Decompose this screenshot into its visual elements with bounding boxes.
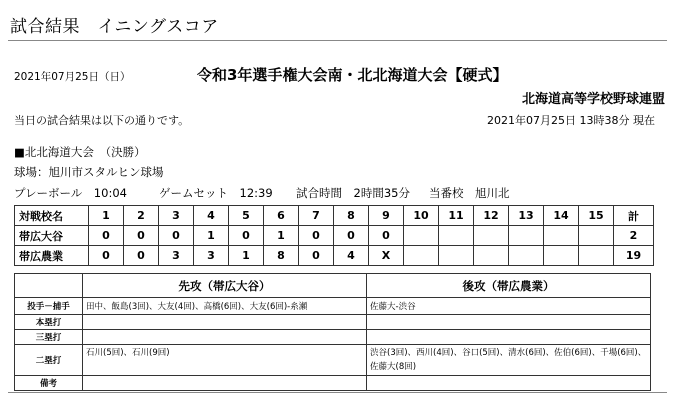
inning-score: 0 (159, 226, 194, 246)
game-set-time: ゲームセット 12:39 (159, 186, 273, 200)
inning-score (439, 246, 474, 266)
header-cell: 6 (264, 206, 299, 226)
header-cell: 5 (229, 206, 264, 226)
header-cell: 9 (369, 206, 404, 226)
inning-score: 1 (194, 226, 229, 246)
inning-score: 3 (159, 246, 194, 266)
play-ball-time: プレーボール 10:04 (14, 186, 127, 200)
second-team-cell (367, 330, 651, 345)
second-team-cell: 渋谷(3回)、西川(4回)、谷口(5回)、清水(6回)、佐伯(6回)、千場(6回)、佐藤大(8回) (367, 345, 651, 376)
header-cell: 4 (194, 206, 229, 226)
first-team-cell (83, 315, 367, 330)
inning-score (509, 226, 544, 246)
page-title: 試合結果 イニングスコア (10, 17, 219, 37)
tournament-title: 令和3年選手権大会南・北北海道大会【硬式】 (197, 66, 508, 84)
host-school: 当番校 旭川北 (429, 186, 510, 200)
inning-score (544, 246, 579, 266)
total-score: 19 (614, 246, 654, 266)
footer-divider (8, 392, 667, 393)
team-name: 帯広農業 (15, 246, 89, 266)
header-cell: 15 (579, 206, 614, 226)
header-cell: 13 (509, 206, 544, 226)
game-details-table (14, 273, 651, 391)
row-label: 備考 (15, 376, 83, 391)
first-team-cell (83, 376, 367, 391)
organizer: 北海道高等学校野球連盟 (521, 92, 665, 107)
header-cell: 12 (474, 206, 509, 226)
second-team-cell: 佐藤大-渋谷 (367, 298, 651, 315)
header-cell: 10 (404, 206, 439, 226)
row-label: 三塁打 (15, 330, 83, 345)
inning-score: 1 (264, 226, 299, 246)
row-label: 本塁打 (15, 315, 83, 330)
team-name: 帯広大谷 (15, 226, 89, 246)
tournament-round: ■北北海道大会 （決勝） (14, 145, 146, 159)
stadium: 球場：旭川市スタルヒン球場 (14, 165, 164, 179)
inning-score: 0 (334, 226, 369, 246)
row-label: 二塁打 (15, 345, 83, 376)
inning-score (544, 226, 579, 246)
header-cell: 3 (159, 206, 194, 226)
total-score: 2 (614, 226, 654, 246)
first-team-cell: 石川(5回)、石川(9回) (83, 345, 367, 376)
inning-score (579, 226, 614, 246)
inning-score: 0 (124, 226, 159, 246)
inning-score: 0 (89, 226, 124, 246)
updated-timestamp: 2021年07月25日 13時38分 現在 (487, 114, 655, 127)
title-divider (8, 40, 667, 41)
remarks-row (15, 376, 651, 391)
game-info (14, 185, 510, 201)
scoreboard-header-row (15, 206, 654, 226)
second-team-cell (367, 315, 651, 330)
inning-score: 0 (369, 226, 404, 246)
first-team-cell (83, 330, 367, 345)
inning-score: 0 (229, 226, 264, 246)
home-run-row (15, 315, 651, 330)
inning-score (474, 246, 509, 266)
inning-score (509, 246, 544, 266)
header-cell: 1 (89, 206, 124, 226)
inning-score: 8 (264, 246, 299, 266)
header-cell: 対戦校名 (15, 206, 89, 226)
triple-row (15, 330, 651, 345)
inning-score: 0 (124, 246, 159, 266)
second-team-header: 後攻（帯広農業） (367, 274, 651, 298)
inning-score (404, 246, 439, 266)
header-cell: 11 (439, 206, 474, 226)
inning-scoreboard (14, 205, 654, 266)
inning-score: 1 (229, 246, 264, 266)
inning-score (474, 226, 509, 246)
header-cell: 8 (334, 206, 369, 226)
header-cell: 2 (124, 206, 159, 226)
first-team-header: 先攻（帯広大谷） (83, 274, 367, 298)
inning-score (579, 246, 614, 266)
team-row-second (15, 246, 654, 266)
header-cell: 計 (614, 206, 654, 226)
battery-row (15, 298, 651, 315)
inning-score: 0 (89, 246, 124, 266)
inning-score: 4 (334, 246, 369, 266)
header-cell: 14 (544, 206, 579, 226)
game-duration: 試合時間 2時間35分 (296, 186, 410, 200)
intro-text: 当日の試合結果は以下の通りです。 (14, 114, 190, 127)
team-row-first (15, 226, 654, 246)
second-team-cell (367, 376, 651, 391)
inning-score: 3 (194, 246, 229, 266)
game-date: 2021年07月25日（日） (14, 71, 131, 83)
details-header-row (15, 274, 651, 298)
inning-score (404, 226, 439, 246)
double-row (15, 345, 651, 376)
inning-score: 0 (299, 246, 334, 266)
details-corner (15, 274, 83, 298)
inning-score: X (369, 246, 404, 266)
header-cell: 7 (299, 206, 334, 226)
row-label: 投手－捕手 (15, 298, 83, 315)
inning-score (439, 226, 474, 246)
first-team-cell: 田中、飯島(3回)、大友(4回)、高橋(6回)、大友(6回)-糸瀬 (83, 298, 367, 315)
inning-score: 0 (299, 226, 334, 246)
